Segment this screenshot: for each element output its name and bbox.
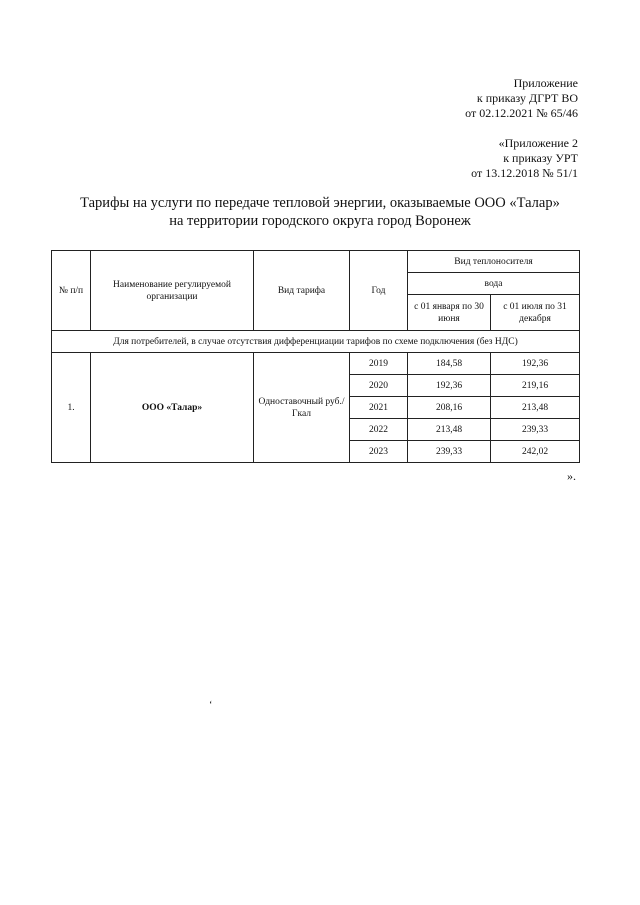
header-period-2: с 01 июля по 31 декабря	[491, 295, 580, 331]
header-tariff-type: Вид тарифа	[254, 251, 350, 331]
header-period-1: с 01 января по 30 июня	[408, 295, 491, 331]
value-cell-h1: 208,16	[408, 397, 491, 419]
value-cell-h2: 239,33	[491, 419, 580, 441]
header-line: «Приложение 2	[498, 136, 578, 150]
title-line-2: на территории городского округа город Воронеж	[169, 213, 471, 229]
value-cell-h1: 192,36	[408, 375, 491, 397]
year-cell: 2022	[350, 419, 408, 441]
year-cell: 2021	[350, 397, 408, 419]
value-cell-h2: 213,48	[491, 397, 580, 419]
value-cell-h2: 242,02	[491, 441, 580, 463]
header-coolant: Вид теплоносителя	[408, 251, 580, 273]
row-num: 1.	[52, 353, 91, 463]
value-cell-h2: 192,36	[491, 353, 580, 375]
value-cell-h1: 239,33	[408, 441, 491, 463]
header-line: Приложение	[513, 76, 578, 90]
title-line-1: Тарифы на услуги по передаче тепловой энергии, оказываемые ООО «Талар»	[80, 195, 560, 211]
original-appendix-header	[471, 136, 578, 181]
value-cell-h2: 219,16	[491, 375, 580, 397]
header-line: от 02.12.2021 № 65/46	[465, 106, 578, 120]
header-org: Наименование регулируемой организации	[91, 251, 254, 331]
year-cell: 2020	[350, 375, 408, 397]
tariff-table	[51, 250, 580, 463]
document-title	[0, 194, 640, 230]
header-num: № п/п	[52, 251, 91, 331]
header-year: Год	[350, 251, 408, 331]
year-cell: 2019	[350, 353, 408, 375]
value-cell-h1: 213,48	[408, 419, 491, 441]
header-line: от 13.12.2018 № 51/1	[471, 166, 578, 180]
row-org: ООО «Талар»	[91, 353, 254, 463]
year-cell: 2023	[350, 441, 408, 463]
value-cell-h1: 184,58	[408, 353, 491, 375]
appendix-header	[465, 76, 578, 121]
row-tariff: Одноставочный руб./Гкал	[254, 353, 350, 463]
header-line: к приказу ДГРТ ВО	[476, 91, 578, 105]
closing-quote: ».	[567, 469, 576, 483]
stray-mark: ‘	[209, 700, 213, 711]
header-line: к приказу УРТ	[503, 151, 578, 165]
section-row: Для потребителей, в случае отсутствия дифференциации тарифов по схеме подключения (без НДС)	[52, 331, 580, 353]
header-water: вода	[408, 273, 580, 295]
